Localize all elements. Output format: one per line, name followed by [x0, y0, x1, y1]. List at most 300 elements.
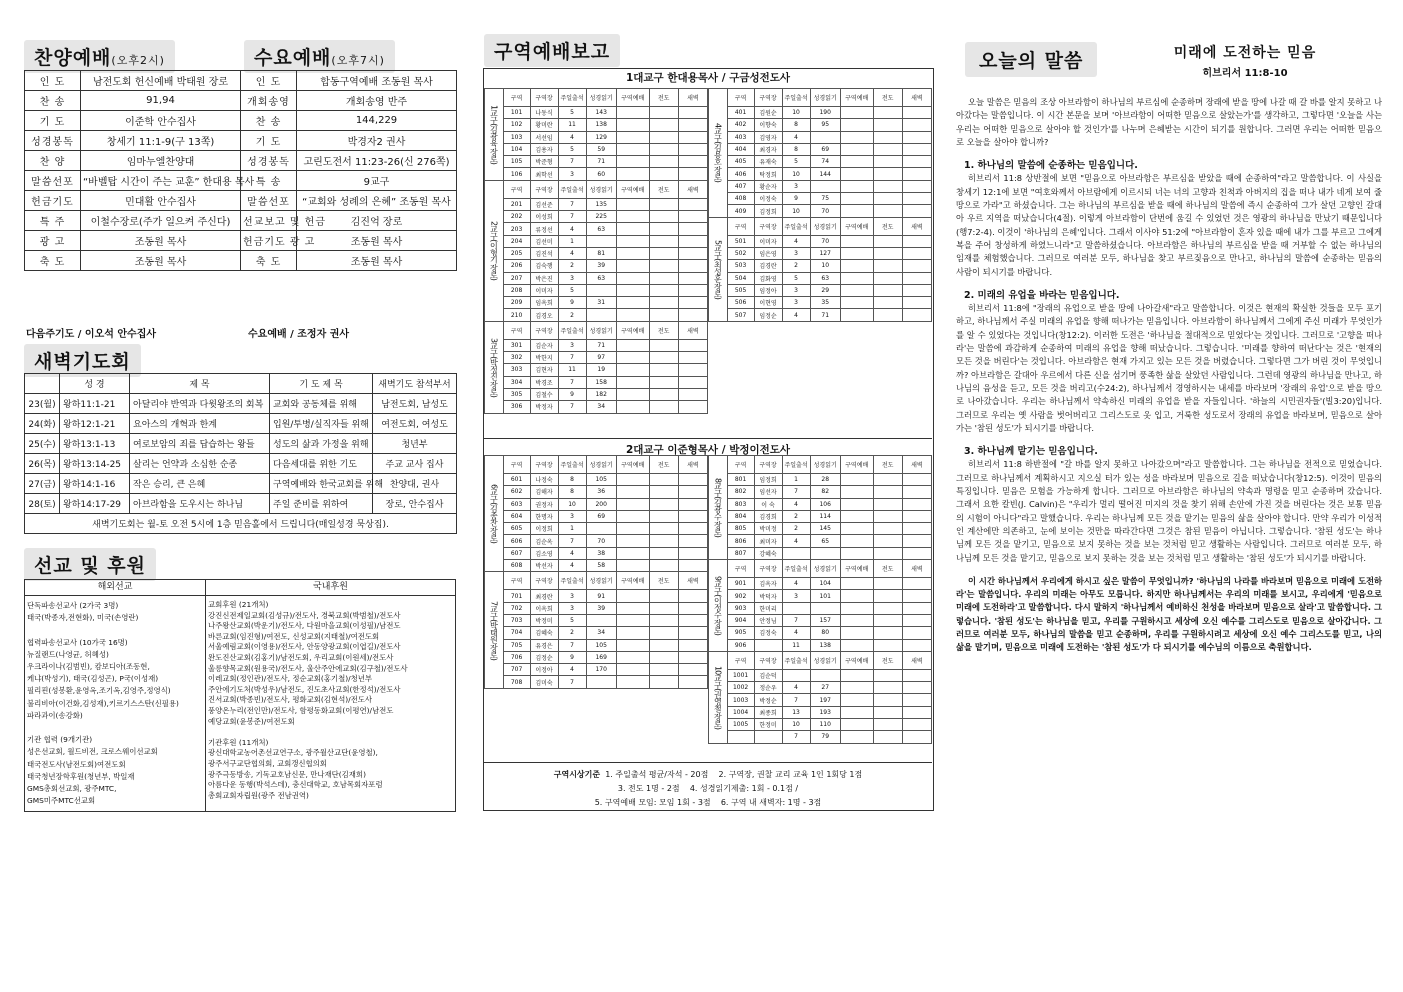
overseas-item: 불리비아(이건화,김성재),키르기스스탄(신필용) [27, 698, 179, 708]
district-header: 전도 [873, 89, 902, 107]
district-cell: 63 [810, 272, 840, 284]
district-cell: 503 [727, 260, 754, 272]
dawn-cell: 27(금) [25, 474, 60, 494]
district-cell: 1 [782, 474, 810, 486]
district-cell [902, 669, 931, 681]
district-cell [902, 731, 931, 743]
district-cell [678, 352, 707, 364]
district-cell: 95 [810, 119, 840, 131]
district-group-name: 4교구(김용호 장로) [709, 89, 728, 218]
district-header: 주일출석 [782, 560, 810, 578]
district-title: 구역예배보고 [484, 34, 620, 67]
district-cell [902, 235, 931, 247]
district-cell: 7 [558, 376, 586, 388]
district-cell: 301 [503, 339, 530, 351]
district-cell [678, 247, 707, 259]
district-cell: 류정선 [530, 223, 558, 235]
district-header: 성경읽기 [810, 217, 840, 235]
district-cell: 김혜숙 [530, 627, 558, 639]
district-cell [649, 119, 678, 131]
district-cell: 60 [586, 168, 616, 180]
district-cell [902, 260, 931, 272]
district-cell [616, 143, 649, 155]
district-cell: 8 [782, 119, 810, 131]
district-cell: 김소영 [530, 547, 558, 559]
district-cell: 701 [503, 590, 530, 602]
overseas-item: 뉴질랜드(나영균, 허혜성) [27, 649, 109, 659]
district-cell [902, 706, 931, 718]
district-cell [586, 309, 616, 321]
district-cell [649, 352, 678, 364]
district-cell: 703 [503, 614, 530, 626]
district-cell [902, 694, 931, 706]
district-group-name: 2교구(이형기 장로) [485, 180, 504, 321]
district-cell [873, 119, 902, 131]
wednesday-row-value: 박경자2 권사 [297, 131, 457, 151]
district-cell: 강혜숙 [754, 547, 782, 559]
district-cell [678, 156, 707, 168]
district-cell [810, 547, 840, 559]
district-group-name: 6교구(김종찬 장로) [485, 456, 504, 572]
wednesday-row-label: 인 도 [241, 71, 297, 91]
domestic-item: 아름다운 동행(박석스데), 충신대학교, 호남목회자포럼 [208, 780, 383, 790]
district-section1: 1대교구 한대용목사 / 구금성전도사 [625, 72, 791, 84]
sermon-point-3: 3. 하나님께 맡기는 믿음입니다. [964, 446, 1098, 458]
district-cell: 1004 [727, 706, 754, 718]
district-cell [902, 486, 931, 498]
district-cell: 2 [782, 510, 810, 522]
district-cell [649, 639, 678, 651]
district-cell [649, 498, 678, 510]
district-cell: 190 [810, 107, 840, 119]
district-cell: 한정미 [754, 719, 782, 731]
overseas-item: GMS미주MTC선교회 [27, 796, 96, 806]
district-cell: 31 [586, 297, 616, 309]
overseas-item: 단독파송선교사 (2가국 3명) [27, 601, 119, 610]
district-cell: 10 [782, 107, 810, 119]
district-cell: 101 [810, 590, 840, 602]
district-cell: 70 [810, 205, 840, 217]
district-cell: 901 [727, 578, 754, 590]
district-cell: 104 [810, 578, 840, 590]
district-cell [902, 247, 931, 259]
district-cell: 4 [782, 235, 810, 247]
district-cell: 408 [727, 193, 754, 205]
sermon-intro: 오늘 말씀은 믿음의 조상 아브라함이 하나님의 부르심에 순종하며 장래에 받을 땅에 나갈 때 갈 바를 알지 못하고 나아갔다는 말씀입니다. 이 시간 본문을 보며 '아브라함이 어떠한 믿음으로 살았는가'를 생각하고, 그렇다면 '오늘을 사는 우리는 어떠한 믿음으로 살아야 할 것인가'를 나누며 은혜받는 시간이 되기를 원합니다. 그러면 우리는 어떠한 믿음으로 오늘을 살아야 합니까? [956, 97, 1382, 147]
district-cell: 63 [586, 272, 616, 284]
district-cell [840, 168, 873, 180]
district-cell [678, 168, 707, 180]
district-cell: 11 [558, 119, 586, 131]
district-cell: 34 [586, 627, 616, 639]
district-cell: 2 [782, 523, 810, 535]
district-cell [873, 486, 902, 498]
district-group-name: 10교구(권영철 장로) [709, 651, 728, 743]
district-cell: 158 [586, 376, 616, 388]
district-cell [902, 284, 931, 296]
district-cell [649, 143, 678, 155]
district-cell [678, 651, 707, 663]
district-cell: 906 [727, 639, 754, 651]
domestic-item: 울릉향목교회(원용국)/전도사, 울산주안에교회(김구철)/전도사 [208, 663, 408, 673]
district-cell: 9 [558, 297, 586, 309]
district-cell: 65 [810, 535, 840, 547]
district-cell: 7 [558, 198, 586, 210]
district-cell [649, 364, 678, 376]
district-cell [616, 639, 649, 651]
district-cell: 106 [503, 168, 530, 180]
sunday-row-value: “바벨탑 시간이 주는 교훈” 한대용 목사 [81, 171, 241, 191]
district-cell: 182 [586, 388, 616, 400]
district-cell [902, 498, 931, 510]
district-cell: 이정희 [530, 523, 558, 535]
district-cell: 7 [558, 639, 586, 651]
district-cell: 608 [503, 560, 530, 572]
district-cell: 74 [810, 156, 840, 168]
district-cell [902, 590, 931, 602]
district-cell [873, 168, 902, 180]
district-cell [840, 547, 873, 559]
district-header: 구역 [503, 180, 530, 198]
district-cell: 225 [586, 211, 616, 223]
district-cell: 704 [503, 627, 530, 639]
district-cell [649, 272, 678, 284]
district-cell: 702 [503, 602, 530, 614]
district-cell: 601 [503, 474, 530, 486]
district-header: 구역 [503, 572, 530, 590]
district-group-name: 9교구(이정수 장로) [709, 560, 728, 652]
sunday-row-label: 찬 양 [25, 151, 81, 171]
mission-title: 선교 및 후원 [24, 548, 156, 581]
district-cell [616, 247, 649, 259]
sunday-row-label: 광 고 [25, 231, 81, 251]
district-cell [873, 578, 902, 590]
district-cell [678, 119, 707, 131]
district-cell [902, 682, 931, 694]
district-cell: 임옥희 [530, 297, 558, 309]
district-cell: 405 [727, 156, 754, 168]
district-cell [840, 131, 873, 143]
district-table [708, 455, 932, 744]
district-cell [840, 731, 873, 743]
district-cell [873, 639, 902, 651]
district-cell [840, 486, 873, 498]
sermon-paragraph-2: 히브리서 11:8에 "장래의 유업으로 받을 땅에 나아갈새"라고 말씀합니다. 이것은 현재의 확실한 것들을 모두 포기하고, 하나님께서 주실 미래의 유업을 향해 떠나가는 믿음입니다. 아브라함이 하나님께서 그에게 주신 미래가 무엇인가를 알 수 있었다는 것입니다(창12:2). 이러한 도전은 '하나님을 절대적으로 믿었다'는 것입니다. 그러므로 '고향을 떠나라'는 말씀에 과감하게 순종하여 미래의 유업을 향해 떠났습니다. 그렇습니다. '미래를 향하여 떠난다'는 것은 '현재의 모든 것을 버린다'는 것입니다. 아브라함은 현재 가지고 있는 모든 것을 버렸습니다. 그렇다면 그가 버린 것이 무엇입니까? 아브라함은 갈대아 우르에서 다른 신을 섬기며 풍족한 삶을 살았던 사람입니다. 그런데 영광의 하나님을 만나고, 하나님의 음성을 듣고, 모든 것을 버리고(수24:2), 하나님께서 경영하시는 내세를 바라보며 '장래의 유업'으로 받을 땅으로 나아갔습니다. 우리는 하나님께서 약속하신 미래의 유업을 받을 자들입니다. '하늘의 시민권자들'(빌3:20)입니다. 그러므로 우리는 옛 사람을 벗어버리고 그리스도로 옷 입고, 거룩한 성도로서 장래의 유업을 바라보며, 믿음으로 살아가는 '참된 성도'가 되시기를 바랍니다. [956, 303, 1382, 433]
district-cell: 3 [558, 602, 586, 614]
district-cell [678, 297, 707, 309]
district-cell: 김순옥 [530, 535, 558, 547]
district-cell: 박경조 [530, 376, 558, 388]
district-cell: 김미숙 [530, 676, 558, 688]
district-cell: 2 [558, 260, 586, 272]
district-cell: 김원순 [754, 107, 782, 119]
district-header: 주일출석 [558, 180, 586, 198]
dawn-title: 새벽기도회 [24, 344, 141, 377]
dawn-cell: 24(화) [25, 414, 60, 434]
district-cell: 1003 [727, 694, 754, 706]
district-cell [840, 523, 873, 535]
dawn-cell: 25(수) [25, 434, 60, 454]
district-cell: 507 [727, 309, 754, 321]
district-cell: 145 [810, 523, 840, 535]
district-cell [649, 235, 678, 247]
wednesday-footer: 수요예배 / 조정자 권사 [248, 329, 350, 340]
district-cell [873, 627, 902, 639]
district-cell [649, 590, 678, 602]
district-cell: 28 [810, 474, 840, 486]
district-header: 전도 [649, 572, 678, 590]
district-header: 성경읽기 [586, 180, 616, 198]
district-cell [678, 143, 707, 155]
district-cell: 79 [810, 731, 840, 743]
district-cell: 7 [558, 211, 586, 223]
district-header: 주일출석 [782, 456, 810, 474]
district-cell [873, 205, 902, 217]
district-cell: 3 [558, 510, 586, 522]
district-cell: 5 [558, 107, 586, 119]
district-cell: 3 [558, 272, 586, 284]
district-cell [873, 614, 902, 626]
district-cell [840, 510, 873, 522]
district-cell [616, 676, 649, 688]
district-cell [649, 223, 678, 235]
district-cell: 80 [810, 627, 840, 639]
domestic-item: 진서교회(박종빈)/전도사, 평화교회(김현석)/전도사 [208, 695, 373, 705]
district-cell [649, 614, 678, 626]
district-cell [840, 669, 873, 681]
district-header: 구역장 [530, 572, 558, 590]
district-header: 구역 [727, 456, 754, 474]
district-cell: 최경란 [530, 590, 558, 602]
district-cell: 70 [810, 235, 840, 247]
district-cell [649, 664, 678, 676]
district-cell [678, 260, 707, 272]
district-cell: 75 [810, 193, 840, 205]
district-cell [873, 731, 902, 743]
mission-col2-header: 국내후원 [206, 580, 455, 596]
district-header: 구역장 [530, 456, 558, 474]
district-cell [616, 198, 649, 210]
district-cell: 4 [782, 682, 810, 694]
dawn-header: 새벽기도 참석부서 [373, 374, 457, 394]
district-cell: 7 [558, 156, 586, 168]
district-cell [902, 602, 931, 614]
district-cell [873, 523, 902, 535]
district-header: 구역 [503, 456, 530, 474]
district-cell: 169 [586, 651, 616, 663]
district-cell [902, 535, 931, 547]
sunday-row-label: 헌금기도 [25, 191, 81, 211]
district-cell [902, 205, 931, 217]
district-cell [616, 223, 649, 235]
district-cell: 김철수 [530, 388, 558, 400]
district-header: 새벽 [902, 217, 931, 235]
district-cell: 임은영 [754, 247, 782, 259]
district-cell [649, 247, 678, 259]
district-cell: 9 [558, 651, 586, 663]
district-cell [840, 156, 873, 168]
district-cell [902, 156, 931, 168]
district-header: 전도 [873, 560, 902, 578]
district-cell: 8 [558, 474, 586, 486]
sunday-row-label: 축 도 [25, 251, 81, 271]
wednesday-title: 수요예배(오후7시) [244, 40, 395, 73]
district-cell [902, 131, 931, 143]
district-cell: 김현자 [530, 364, 558, 376]
district-cell [902, 168, 931, 180]
district-header: 새벽 [902, 560, 931, 578]
dawn-cell: 여전도회, 여성도 [373, 414, 457, 434]
district-cell: 김선준 [530, 198, 558, 210]
district-cell: 유재숙 [754, 156, 782, 168]
district-cell: 3 [782, 297, 810, 309]
sunday-row-label: 기 도 [25, 111, 81, 131]
district-cell [754, 639, 782, 651]
district-group-name: 1교구(김광육 장로) [485, 89, 504, 181]
district-cell: 김선미 [530, 235, 558, 247]
district-cell: 409 [727, 205, 754, 217]
district-cell [678, 627, 707, 639]
district-cell: 34 [586, 401, 616, 413]
district-table [708, 88, 932, 322]
district-cell: 김옥자 [754, 578, 782, 590]
district-cell [873, 284, 902, 296]
district-cell [616, 486, 649, 498]
domestic-item: 풍양온누리(전인만)/전도사, 함평동화교회(이평연)/남전도 [208, 705, 394, 715]
district-cell [678, 107, 707, 119]
district-cell: 110 [810, 719, 840, 731]
district-cell: 403 [727, 131, 754, 143]
sunday-row-value: 조동원 목사 [81, 231, 241, 251]
dawn-cell: 주교 교사 집사 [373, 454, 457, 474]
overseas-item [27, 624, 179, 636]
district-cell [586, 235, 616, 247]
district-cell: 708 [503, 676, 530, 688]
district-cell: 707 [503, 664, 530, 676]
district-cell: 607 [503, 547, 530, 559]
district-cell [678, 676, 707, 688]
district-cell: 최학선 [530, 168, 558, 180]
mission-box [24, 579, 456, 812]
dawn-cell: 왕하13:14-25 [60, 454, 130, 474]
district-cell: 801 [727, 474, 754, 486]
district-cell: 이정아 [530, 664, 558, 676]
district-cell: 4 [558, 664, 586, 676]
district-cell: 4 [782, 535, 810, 547]
domestic-item: 나주왕산교회(박운기)/전도사, 다원마을교회(이성필)/남전도 [208, 621, 401, 631]
district-header: 구역 [727, 89, 754, 107]
district-cell: 11 [558, 364, 586, 376]
district-cell: 91 [586, 590, 616, 602]
district-header: 구역예배 [840, 217, 873, 235]
district-cell: 임정희 [754, 474, 782, 486]
district-cell [782, 602, 810, 614]
district-cell: 905 [727, 627, 754, 639]
district-cell: 김경희 [754, 510, 782, 522]
sermon-body [956, 96, 1382, 661]
district-cell: 임정아 [754, 284, 782, 296]
district-header: 구역장 [530, 89, 558, 107]
district-cell: 197 [810, 694, 840, 706]
district-cell: 10 [782, 168, 810, 180]
district-cell: 김영자 [754, 131, 782, 143]
domestic-item [208, 727, 408, 738]
district-cell: 4 [558, 560, 586, 572]
district-header: 성경읽기 [810, 89, 840, 107]
overseas-item: 파라과이(송강화) [27, 710, 83, 720]
district-cell [649, 297, 678, 309]
district-cell [678, 664, 707, 676]
district-cell [649, 309, 678, 321]
district-cell: 5 [558, 284, 586, 296]
district-cell: 3 [558, 168, 586, 180]
sunday-row-value: 이철수장로(주가 일으켜 주신다) [81, 211, 241, 231]
district-cell: 1 [558, 235, 586, 247]
district-cell [902, 614, 931, 626]
wednesday-row-value: 144,229 [297, 111, 457, 131]
overseas-item: 태국전도사(남전도회)여전도회 [27, 759, 126, 769]
district-cell: 205 [503, 247, 530, 259]
district-cell: 69 [810, 143, 840, 155]
district-cell: 4 [782, 309, 810, 321]
dawn-cell: 입원/투병/실직자들 위해 [270, 414, 373, 434]
domestic-item: 강진신전제일교회(김성규)/전도사, 경북교회(박범철)/전도사 [208, 610, 401, 620]
district-cell [616, 547, 649, 559]
district-cell [649, 602, 678, 614]
district-cell [616, 260, 649, 272]
sunday-row-value: 조동원 목사 [81, 251, 241, 271]
dawn-cell: 왕하12:1-21 [60, 414, 130, 434]
district-cell: 59 [586, 143, 616, 155]
district-cell [649, 339, 678, 351]
district-cell: 3 [782, 284, 810, 296]
district-cell: 501 [727, 235, 754, 247]
district-cell [902, 547, 931, 559]
district-cell: 4 [782, 578, 810, 590]
dawn-cell: 28(토) [25, 494, 60, 514]
sunday-row-label: 인 도 [25, 71, 81, 91]
district-cell: 36 [586, 486, 616, 498]
district-cell [649, 401, 678, 413]
sunday-title: 찬양예배(오후2시) [24, 40, 175, 73]
overseas-item: 협력파송선교사 (10가국 16명) [27, 637, 128, 647]
district-header: 새벽 [902, 89, 931, 107]
district-cell [840, 627, 873, 639]
overseas-item: 태국청년장학후원(청년부, 박일재 [27, 771, 135, 781]
dawn-cell: 찬양대, 권사 [373, 474, 457, 494]
district-cell: 69 [586, 510, 616, 522]
district-header: 구역예배 [616, 572, 649, 590]
district-cell: 8 [782, 143, 810, 155]
district-header: 구역장 [754, 651, 782, 669]
district-cell [873, 669, 902, 681]
district-cell: 3 [558, 339, 586, 351]
district-cell [902, 272, 931, 284]
district-cell [649, 168, 678, 180]
district-header: 주일출석 [558, 321, 586, 339]
district-cell [840, 247, 873, 259]
district-header: 구역장 [530, 180, 558, 198]
district-cell: 103 [503, 131, 530, 143]
district-cell: 105 [503, 156, 530, 168]
district-cell [840, 235, 873, 247]
overseas-item: 기관 협력 (9개기관) [27, 735, 93, 745]
district-cell: 138 [586, 119, 616, 131]
district-cell [902, 193, 931, 205]
district-cell [678, 211, 707, 223]
district-cell [873, 706, 902, 718]
district-cell [649, 131, 678, 143]
